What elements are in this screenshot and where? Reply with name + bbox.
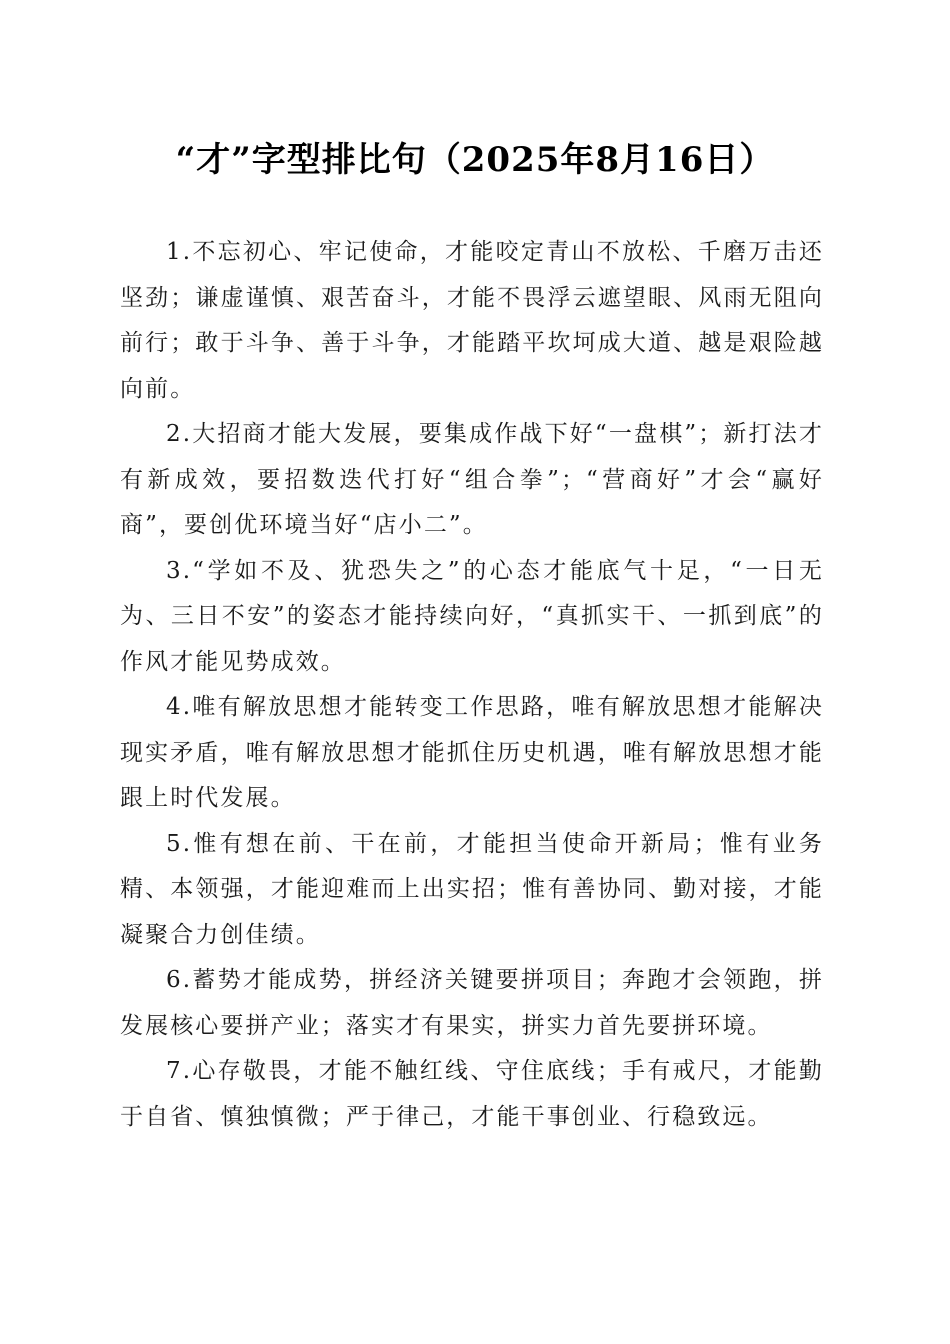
paragraph-3: 3.“学如不及、犹恐失之”的心态才能底气十足，“一日无为、三日不安”的姿态才能持续向好，“真抓实干、一抓到底”的作风才能见势成效。 xyxy=(120,557,824,675)
paragraph-5: 5.惟有想在前、干在前，才能担当使命开新局；惟有业务精、本领强，才能迎难而上出实招；惟有善协同、勤对接，才能凝聚合力创佳绩。 xyxy=(120,830,824,948)
paragraph-7: 7.心存敬畏，才能不触红线、守住底线；手有戒尺，才能勤于自省、慎独慎微；严于律己，才能干事创业、行稳致远。 xyxy=(120,1058,824,1130)
paragraph-4: 4.唯有解放思想才能转变工作思路，唯有解放思想才能解决现实矛盾，唯有解放思想才能抓住历史机遇，唯有解放思想才能跟上时代发展。 xyxy=(120,694,824,811)
document-body xyxy=(120,230,824,1140)
paragraph-2: 2.大招商才能大发展，要集成作战下好“一盘棋”；新打法才有新成效，要招数迭代打好“组合拳”；“营商好”才会“赢好商”，要创优环境当好“店小二”。 xyxy=(120,421,824,538)
paragraph-6: 6.蓄势才能成势，拼经济关键要拼项目；奔跑才会领跑，拼发展核心要拼产业；落实才有果实，拼实力首先要拼环境。 xyxy=(120,967,824,1039)
document-title: “才”字型排比句（2025年8月16日） xyxy=(175,140,775,180)
paragraph-1: 1.不忘初心、牢记使命，才能咬定青山不放松、千磨万击还坚劲；谦虚谨慎、艰苦奋斗，才能不畏浮云遮望眼、风雨无阻向前行；敢于斗争、善于斗争，才能踏平坎坷成大道、越是艰险越向前。 xyxy=(120,239,824,402)
